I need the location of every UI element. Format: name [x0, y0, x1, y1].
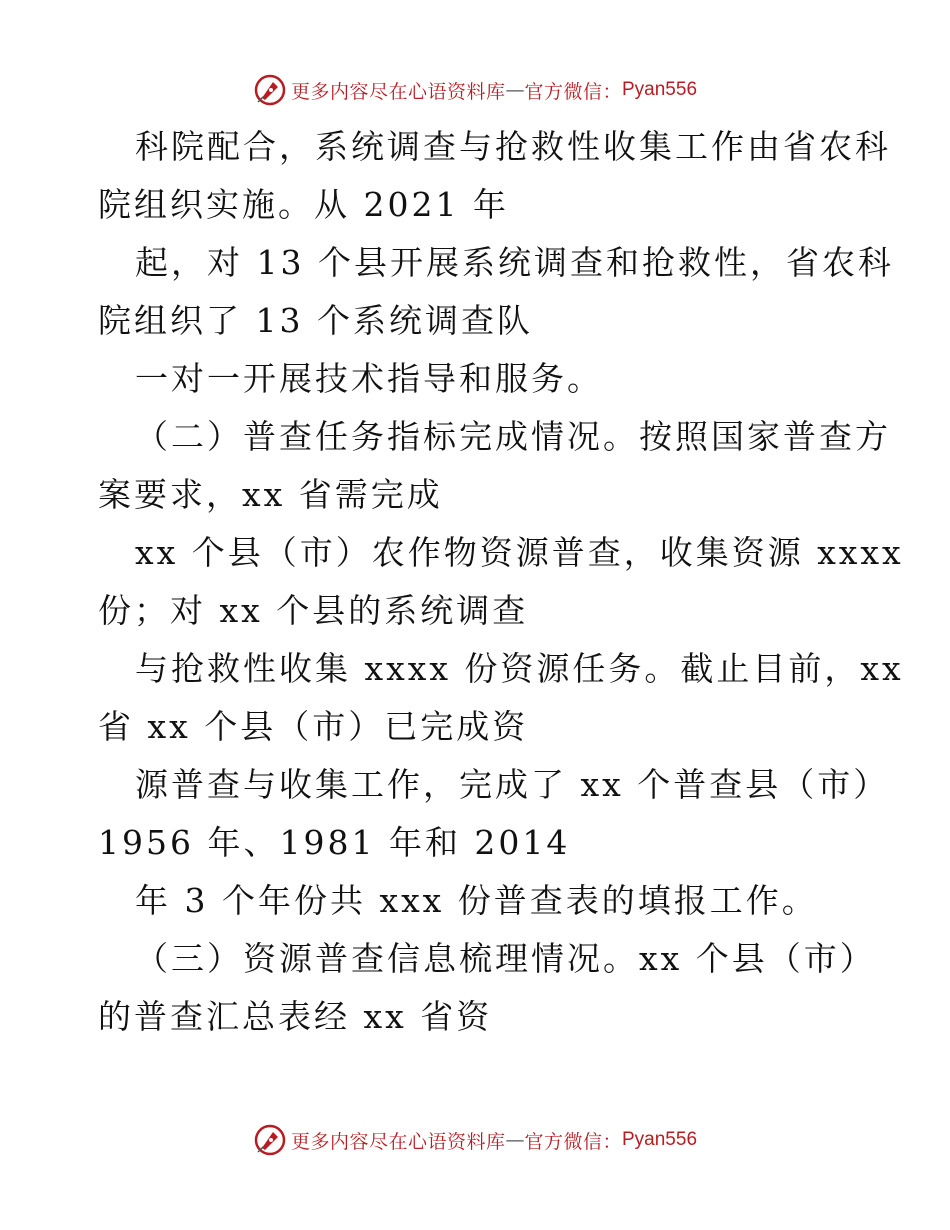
body-line: 1956 年、1981 年和 2014 [98, 823, 571, 862]
body-line: 源普查与收集工作，完成了 xx 个普查县（市） [135, 765, 890, 804]
watermark-main-text: 更多内容尽在心语资料库 [290, 1130, 506, 1153]
header-watermark [0, 70, 950, 110]
watermark-account-id: Pyan556 [622, 79, 698, 100]
body-line: 与抢救性收集 xxxx 份资源任务。截止目前，xx [135, 649, 904, 688]
watermark-separator: — [505, 79, 525, 101]
body-line: 的普查汇总表经 xx 省资 [98, 997, 493, 1036]
watermark-account-label: 官方微信： [524, 80, 622, 103]
pen-nib-logo-icon [253, 73, 287, 107]
body-line: 案要求，xx 省需完成 [98, 475, 443, 514]
body-line: 科院配合，系统调查与抢救性收集工作由省农科 [135, 127, 891, 166]
pen-nib-logo-icon [253, 1123, 287, 1157]
body-line: （二）普查任务指标完成情况。按照国家普查方 [135, 417, 891, 456]
body-line: xx 个县（市）农作物资源普查，收集资源 xxxx [135, 533, 904, 572]
footer-watermark [0, 1120, 950, 1160]
watermark-main-text: 更多内容尽在心语资料库 [290, 80, 506, 103]
body-line: 一对一开展技术指导和服务。 [135, 359, 603, 398]
body-line: 份；对 xx 个县的系统调查 [98, 591, 529, 630]
body-line: 院组织实施。从 2021 年 [98, 185, 509, 224]
document-body [98, 118, 904, 1046]
body-line: 省 xx 个县（市）已完成资 [98, 707, 529, 746]
body-line: 起，对 13 个县开展系统调查和抢救性，省农科 [135, 243, 894, 282]
watermark-account-id: Pyan556 [622, 1129, 698, 1150]
body-line: （三）资源普查信息梳理情况。xx 个县（市） [135, 939, 876, 978]
body-line: 院组织了 13 个系统调查队 [98, 301, 533, 340]
watermark-account-label: 官方微信： [524, 1130, 622, 1153]
watermark-separator: — [505, 1129, 525, 1151]
body-line: 年 3 个年份共 xxx 份普查表的填报工作。 [135, 881, 818, 920]
